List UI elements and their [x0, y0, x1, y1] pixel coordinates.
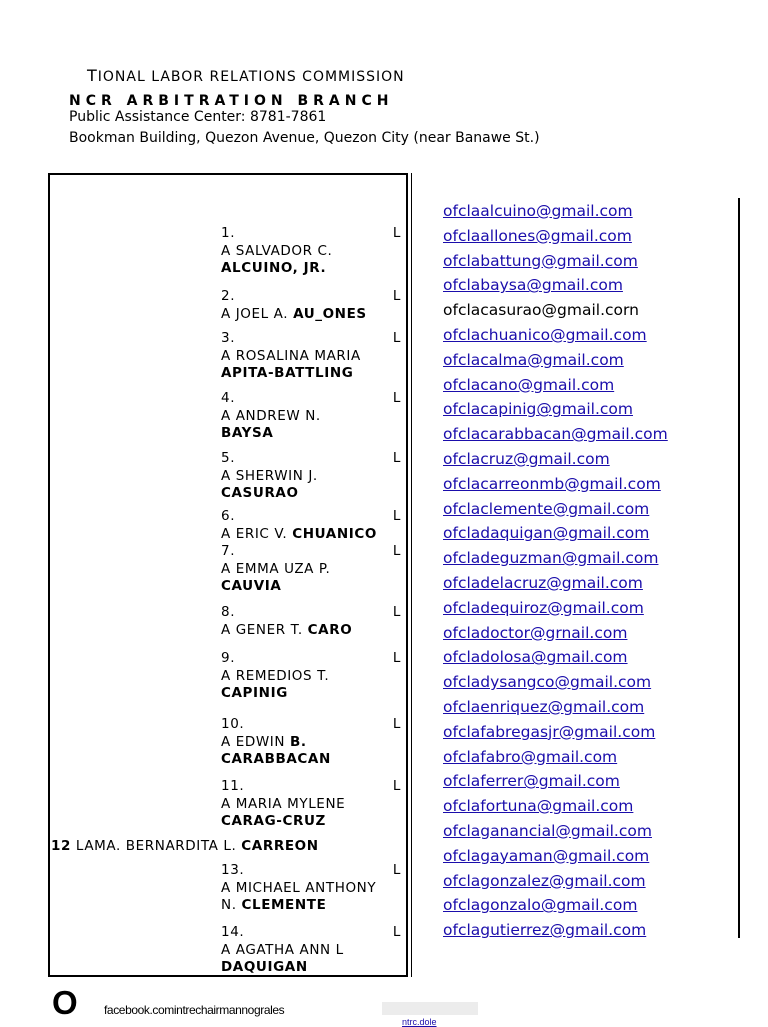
arbiter-name-line: A MICHAEL ANTHONY — [221, 879, 377, 896]
email-link[interactable]: ofclaferrer@gmail.com — [443, 772, 620, 791]
email-link[interactable]: ofcladolosa@gmail.com — [443, 648, 628, 667]
arbiter-name-line: A JOEL A. AU_ONES — [221, 305, 367, 322]
arbiter-letter: L — [392, 924, 401, 940]
arbiter-surname: N. CLEMENTE — [221, 897, 327, 913]
email-link[interactable]: ofclaalcuino@gmail.com — [443, 202, 633, 220]
arbiter-entry — [221, 508, 407, 543]
arbiter-name-line: A MARIA MYLENE — [221, 795, 346, 812]
arbiter-letter: L — [392, 508, 401, 524]
arbiter-entry — [221, 543, 407, 596]
arbiter-number: 10. — [221, 716, 245, 732]
email-link[interactable]: ofclagutierrez@gmail.com — [443, 921, 647, 940]
email-link[interactable]: ofclacruz@gmail.com — [443, 449, 610, 468]
arbiter-letter: L — [392, 330, 401, 346]
arbiter-letter: L — [392, 604, 401, 620]
email-link[interactable]: ofcladoctor@grnail.com — [443, 623, 628, 642]
email-link[interactable]: ofcladelacruz@gmail.com — [443, 573, 643, 592]
email-link[interactable]: ofclaclemente@gmail.com — [443, 499, 650, 518]
arbiter-surname: ALCUINO, JR. — [221, 260, 327, 276]
arbiter-number: 3. — [221, 330, 236, 346]
arbiter-letter: L — [392, 716, 401, 732]
arbiter-letter: L — [392, 225, 401, 241]
arbiter-name-line: A SHERWIN J. — [221, 467, 318, 484]
email-link[interactable]: ofclafabro@gmail.com — [443, 747, 618, 766]
email-link[interactable]: ofclagayaman@gmail.com — [443, 846, 650, 865]
email-link[interactable]: ofclacalma@gmail.com — [443, 350, 624, 369]
arbiter-number: 6. — [221, 508, 236, 524]
arbiter-surname: BAYSA — [221, 425, 274, 441]
arbiter-surname: CAPINIG — [221, 685, 288, 701]
arbiter-number: 8. — [221, 604, 236, 620]
email-link[interactable]: ofclaallones@gmail.com — [443, 226, 632, 245]
divider-line — [738, 198, 740, 938]
email-link[interactable]: ofclacarabbacan@gmail.com — [443, 425, 668, 444]
arbiter-number: 2. — [221, 288, 236, 304]
arbiter-surname: CARABBACAN — [221, 751, 331, 767]
arbiter-surname: CARAG-CRUZ — [221, 813, 326, 829]
email-link[interactable]: ofclacano@gmail.com — [443, 375, 615, 394]
arbiter-entry — [221, 450, 407, 503]
arbiter-entry — [221, 390, 407, 443]
arbiter-letter: L — [392, 778, 401, 794]
arbiter-entry — [221, 604, 407, 639]
email-link[interactable]: ofclabaysa@gmail.com — [443, 276, 623, 295]
arbiter-surname: CASURAO — [221, 485, 299, 501]
arbiter-number: 4. — [221, 390, 236, 406]
email-link[interactable]: ofclaganancial@gmail.com — [443, 821, 652, 840]
arbiter-letter: L — [392, 650, 401, 666]
email-link[interactable]: ofcladequiroz@gmail.com — [443, 598, 644, 617]
arbiter-entry — [221, 716, 407, 769]
arbiter-entry — [221, 330, 407, 383]
arbiter-letter: L — [392, 288, 401, 304]
arbiter-number: 5. — [221, 450, 236, 466]
arbiter-surname: APITA-BATTLING — [221, 365, 354, 381]
arbiter-letter: L — [392, 390, 401, 406]
arbiter-name-line: A ANDREW N. — [221, 407, 321, 424]
arbiter-number: 9. — [221, 650, 236, 666]
arbiter-entry — [221, 778, 407, 831]
arbiter-number: 14. — [221, 924, 245, 940]
email-link[interactable]: ofclafortuna@gmail.com — [443, 797, 634, 816]
email-link[interactable]: ofcladeguzman@gmail.com — [443, 549, 659, 568]
email-link[interactable]: ofclabattung@gmail.com — [443, 251, 638, 270]
email-link[interactable]: ofclafabregasjr@gmail.com — [443, 722, 656, 741]
logo-o: O — [52, 984, 78, 1021]
email-link[interactable]: ofcladaquigan@gmail.com — [443, 524, 650, 543]
arbiter-number: 1. — [221, 225, 236, 241]
arbiter-number: 13. — [221, 862, 245, 878]
arbiter-surname: DAQUIGAN — [221, 959, 308, 975]
email-link[interactable]: ofclacapinig@gmail.com — [443, 400, 633, 419]
arbiter-surname: CAUVIA — [221, 578, 282, 594]
branch-name: NCR ARBITRATION BRANCH — [69, 93, 394, 109]
arbiter-entry — [221, 862, 407, 915]
commission-title: TIONAL LABOR RELATIONS COMMISSION — [87, 66, 405, 85]
arbiter-name-line: A AGATHA ANN L — [221, 941, 344, 958]
arbiter-letter: L — [392, 543, 401, 559]
tiny-link[interactable]: ntrc.dole — [402, 1017, 437, 1027]
arbiter-name-line: A EMMA UZA P. — [221, 560, 331, 577]
email-link[interactable]: ofclacarreonmb@gmail.com — [443, 474, 661, 493]
arbiter-entry — [221, 924, 407, 977]
arbiter-name-line: A EDWIN B. — [221, 733, 307, 750]
address: Bookman Building, Quezon Avenue, Quezon City (near Banawe St.) — [69, 130, 540, 146]
arbiter-entry — [221, 650, 407, 703]
arbiter-letter: L — [392, 450, 401, 466]
arbiter-name-line: A REMEDIOS T. — [221, 667, 330, 684]
arbiter-name-line: A SALVADOR C. — [221, 242, 333, 259]
email-link[interactable]: ofcladysangco@gmail.com — [443, 673, 652, 692]
email-link[interactable]: ofclachuanico@gmail.com — [443, 325, 647, 344]
arbiter-entry-12: 12 LAMA. BERNARDITA L. CARREON — [51, 838, 319, 854]
email-link[interactable]: ofclagonzalez@gmail.com — [443, 871, 646, 890]
facebook-link[interactable]: facebook.comintrechairmannograles — [104, 1003, 285, 1017]
email-link[interactable]: ofclaenriquez@gmail.com — [443, 697, 645, 716]
public-assistance-center: Public Assistance Center: 8781-7861 — [69, 109, 327, 125]
email-link[interactable]: ofclagonzalo@gmail.com — [443, 896, 638, 915]
arbiter-number: 7. — [221, 543, 236, 559]
arbiter-entry — [221, 225, 407, 278]
arbiter-name-line: A GENER T. CARO — [221, 621, 353, 638]
arbiter-number: 11. — [221, 778, 245, 794]
arbiter-name-line: A ERIC V. CHUANICO — [221, 525, 377, 542]
arbiter-entry — [221, 288, 407, 323]
arbiter-name-line: A ROSALINA MARIA — [221, 347, 361, 364]
gray-bar — [382, 1002, 478, 1015]
email-list — [443, 199, 668, 943]
arbiter-letter: L — [392, 862, 401, 878]
email-link[interactable]: ofclacasurao@gmail.corn — [443, 301, 639, 320]
